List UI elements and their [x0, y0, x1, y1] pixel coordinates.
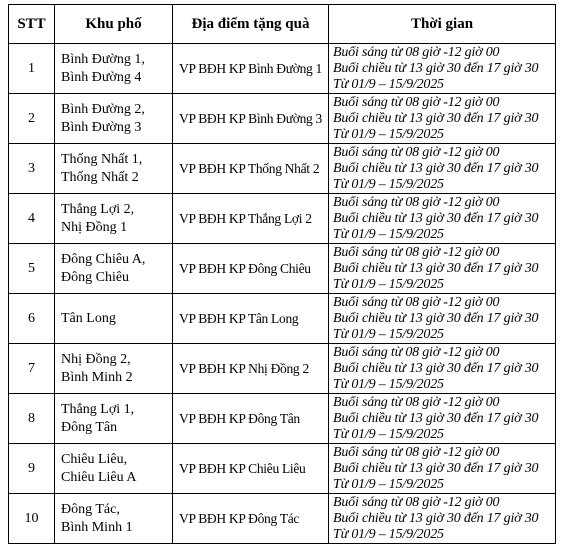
table-header-row [9, 5, 556, 44]
time-line-afternoon: Buổi chiều từ 13 giờ 30 đến 17 giờ 30 [333, 110, 539, 126]
khu-pho-line-2: Đông Tân [61, 419, 118, 435]
row-thoi-gian [329, 444, 556, 494]
time-line-afternoon: Buổi chiều từ 13 giờ 30 đến 17 giờ 30 [333, 210, 539, 226]
time-line-morning: Buổi sáng từ 08 giờ -12 giờ 00 [333, 194, 500, 210]
row-khu-pho [55, 144, 173, 194]
row-thoi-gian [329, 144, 556, 194]
khu-pho-line-2: Đông Chiêu [61, 269, 130, 285]
header-thoi-gian: Thời gian [329, 5, 556, 44]
table-row [9, 494, 556, 544]
khu-pho-line-1: Thắng Lợi 2, [61, 201, 135, 217]
row-khu-pho [55, 44, 173, 94]
time-line-dates: Từ 01/9 – 15/9/2025 [333, 76, 444, 92]
time-line-afternoon: Buổi chiều từ 13 giờ 30 đến 17 giờ 30 [333, 510, 539, 526]
schedule-table-container [8, 4, 556, 544]
row-khu-pho [55, 494, 173, 544]
header-stt: STT [9, 5, 55, 44]
time-line-dates: Từ 01/9 – 15/9/2025 [333, 526, 444, 542]
table-row [9, 444, 556, 494]
row-dia-diem: VP BĐH KP Tân Long [173, 294, 329, 344]
row-dia-diem: VP BĐH KP Chiêu Liêu [173, 444, 329, 494]
time-line-morning: Buổi sáng từ 08 giờ -12 giờ 00 [333, 294, 500, 310]
khu-pho-line-2: Thống Nhất 2 [61, 169, 139, 185]
khu-pho-line-2: Bình Minh 2 [61, 369, 133, 385]
time-line-afternoon: Buổi chiều từ 13 giờ 30 đến 17 giờ 30 [333, 460, 539, 476]
time-line-dates: Từ 01/9 – 15/9/2025 [333, 126, 444, 142]
row-stt: 10 [9, 494, 55, 544]
khu-pho-line-1: Thống Nhất 1, [61, 151, 143, 167]
time-line-dates: Từ 01/9 – 15/9/2025 [333, 326, 444, 342]
header-dia-diem: Địa điểm tặng quà [173, 5, 329, 44]
row-khu-pho [55, 294, 173, 344]
table-row [9, 194, 556, 244]
row-dia-diem: VP BĐH KP Đông Chiêu [173, 244, 329, 294]
row-stt: 1 [9, 44, 55, 94]
khu-pho-line-1: Bình Đường 1, [61, 51, 145, 67]
row-stt: 7 [9, 344, 55, 394]
time-line-dates: Từ 01/9 – 15/9/2025 [333, 376, 444, 392]
time-line-dates: Từ 01/9 – 15/9/2025 [333, 276, 444, 292]
row-thoi-gian [329, 394, 556, 444]
khu-pho-line-1: Chiêu Liêu, [61, 451, 128, 467]
row-thoi-gian [329, 194, 556, 244]
row-khu-pho [55, 244, 173, 294]
table-row [9, 294, 556, 344]
time-line-afternoon: Buổi chiều từ 13 giờ 30 đến 17 giờ 30 [333, 60, 539, 76]
row-thoi-gian [329, 294, 556, 344]
time-line-morning: Buổi sáng từ 08 giờ -12 giờ 00 [333, 94, 500, 110]
time-line-dates: Từ 01/9 – 15/9/2025 [333, 476, 444, 492]
table-row [9, 344, 556, 394]
khu-pho-line-1: Đông Chiêu A, [61, 251, 146, 267]
time-line-morning: Buổi sáng từ 08 giờ -12 giờ 00 [333, 244, 500, 260]
time-line-morning: Buổi sáng từ 08 giờ -12 giờ 00 [333, 394, 500, 410]
row-dia-diem: VP BĐH KP Đông Tân [173, 394, 329, 444]
khu-pho-line-2: Bình Đường 4 [61, 69, 142, 85]
row-dia-diem: VP BĐH KP Bình Đường 3 [173, 94, 329, 144]
khu-pho-line-2: Bình Minh 1 [61, 519, 133, 535]
row-khu-pho [55, 344, 173, 394]
khu-pho-line-2: Bình Đường 3 [61, 119, 142, 135]
table-row [9, 144, 556, 194]
row-thoi-gian [329, 44, 556, 94]
khu-pho-line-1: Bình Đường 2, [61, 101, 145, 117]
row-stt: 3 [9, 144, 55, 194]
time-line-morning: Buổi sáng từ 08 giờ -12 giờ 00 [333, 344, 500, 360]
time-line-afternoon: Buổi chiều từ 13 giờ 30 đến 17 giờ 30 [333, 360, 539, 376]
table-row [9, 394, 556, 444]
khu-pho-line-1: Nhị Đồng 2, [61, 351, 131, 367]
time-line-afternoon: Buổi chiều từ 13 giờ 30 đến 17 giờ 30 [333, 260, 539, 276]
time-line-dates: Từ 01/9 – 15/9/2025 [333, 226, 444, 242]
row-dia-diem: VP BĐH KP Nhị Đồng 2 [173, 344, 329, 394]
row-thoi-gian [329, 494, 556, 544]
row-stt: 2 [9, 94, 55, 144]
gift-schedule-table [8, 4, 556, 544]
row-khu-pho [55, 94, 173, 144]
row-stt: 8 [9, 394, 55, 444]
row-dia-diem: VP BĐH KP Bình Đường 1 [173, 44, 329, 94]
table-row [9, 94, 556, 144]
khu-pho-line-1: Thắng Lợi 1, [61, 401, 135, 417]
row-khu-pho [55, 194, 173, 244]
table-row [9, 44, 556, 94]
time-line-dates: Từ 01/9 – 15/9/2025 [333, 176, 444, 192]
row-stt: 9 [9, 444, 55, 494]
time-line-afternoon: Buổi chiều từ 13 giờ 30 đến 17 giờ 30 [333, 310, 539, 326]
row-stt: 5 [9, 244, 55, 294]
khu-pho-line-2: Chiêu Liêu A [61, 469, 137, 485]
row-dia-diem: VP BĐH KP Thống Nhất 2 [173, 144, 329, 194]
khu-pho-line-2: Nhị Đồng 1 [61, 219, 128, 235]
time-line-dates: Từ 01/9 – 15/9/2025 [333, 426, 444, 442]
time-line-morning: Buổi sáng từ 08 giờ -12 giờ 00 [333, 494, 500, 510]
time-line-morning: Buổi sáng từ 08 giờ -12 giờ 00 [333, 44, 500, 60]
time-line-afternoon: Buổi chiều từ 13 giờ 30 đến 17 giờ 30 [333, 410, 539, 426]
khu-pho-line-1: Tân Long [61, 310, 116, 326]
row-khu-pho [55, 394, 173, 444]
table-body [9, 44, 556, 544]
row-dia-diem: VP BĐH KP Thắng Lợi 2 [173, 194, 329, 244]
row-thoi-gian [329, 94, 556, 144]
table-row [9, 244, 556, 294]
khu-pho-line-1: Đông Tác, [61, 501, 120, 517]
row-stt: 6 [9, 294, 55, 344]
row-thoi-gian [329, 344, 556, 394]
header-khu-pho: Khu phố [55, 5, 173, 44]
time-line-morning: Buổi sáng từ 08 giờ -12 giờ 00 [333, 444, 500, 460]
row-stt: 4 [9, 194, 55, 244]
row-khu-pho [55, 444, 173, 494]
row-dia-diem: VP BĐH KP Đông Tác [173, 494, 329, 544]
time-line-morning: Buổi sáng từ 08 giờ -12 giờ 00 [333, 144, 500, 160]
time-line-afternoon: Buổi chiều từ 13 giờ 30 đến 17 giờ 30 [333, 160, 539, 176]
row-thoi-gian [329, 244, 556, 294]
